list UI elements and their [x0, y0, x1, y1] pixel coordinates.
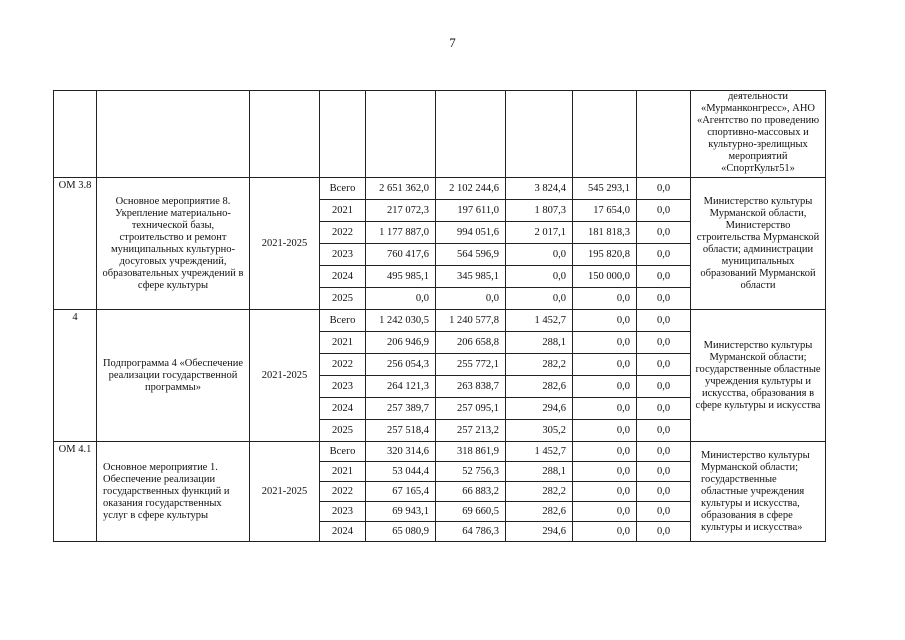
year-cell: 2022 — [320, 222, 366, 244]
empty-cell — [436, 91, 506, 178]
value-cell: 0,0 — [637, 398, 691, 420]
value-cell: 257 095,1 — [436, 398, 506, 420]
value-cell: 197 611,0 — [436, 200, 506, 222]
year-cell: 2023 — [320, 376, 366, 398]
total-cell: 1 242 030,5 — [366, 310, 436, 332]
year-cell: 2024 — [320, 266, 366, 288]
value-cell: 0,0 — [573, 376, 637, 398]
value-cell: 0,0 — [637, 522, 691, 542]
value-cell: 2 102 244,6 — [436, 178, 506, 200]
value-cell: 0,0 — [573, 462, 637, 482]
total-cell: 206 946,9 — [366, 332, 436, 354]
year-cell: 2021 — [320, 200, 366, 222]
executor-cell: Министерство культуры Мурманской области; государственные областные учреждения культуры и искусства, образования в сфере культуры и искусства — [691, 310, 826, 442]
year-cell: 2025 — [320, 420, 366, 442]
year-cell: 2021 — [320, 462, 366, 482]
empty-cell — [250, 91, 320, 178]
total-cell: 320 314,6 — [366, 442, 436, 462]
total-cell: 257 389,7 — [366, 398, 436, 420]
value-cell: 0,0 — [506, 244, 573, 266]
value-cell: 0,0 — [573, 332, 637, 354]
table-row — [54, 442, 826, 462]
value-cell: 0,0 — [573, 502, 637, 522]
name-cell: Основное мероприятие 1. Обеспечение реализации государственных функций и оказания государственных услуг в сфере культуры — [97, 442, 250, 542]
value-cell: 0,0 — [573, 522, 637, 542]
value-cell: 206 658,8 — [436, 332, 506, 354]
year-cell: 2024 — [320, 522, 366, 542]
value-cell: 0,0 — [637, 310, 691, 332]
value-cell: 345 985,1 — [436, 266, 506, 288]
value-cell: 181 818,3 — [573, 222, 637, 244]
total-cell: 257 518,4 — [366, 420, 436, 442]
total-cell: 0,0 — [366, 288, 436, 310]
year-cell: 2024 — [320, 398, 366, 420]
code-cell: 4 — [54, 310, 97, 442]
value-cell: 318 861,9 — [436, 442, 506, 462]
value-cell: 994 051,6 — [436, 222, 506, 244]
value-cell: 0,0 — [637, 442, 691, 462]
value-cell: 0,0 — [637, 288, 691, 310]
value-cell: 0,0 — [637, 332, 691, 354]
value-cell: 0,0 — [637, 482, 691, 502]
executor-cell: Министерство культуры Мурманской области, Министерство строительства Мурманской области; администрации муниципальных образований Мурманской области — [691, 178, 826, 310]
name-cell: Подпрограмма 4 «Обеспечение реализации государственной программы» — [97, 310, 250, 442]
value-cell: 288,1 — [506, 462, 573, 482]
table-row — [54, 178, 826, 200]
value-cell: 282,2 — [506, 354, 573, 376]
name-cell: Основное мероприятие 8. Укрепление материально-технической базы, строительство и ремонт муниципальных культурно-досуговых учреждений, образовательных учреждений в сфере культуры — [97, 178, 250, 310]
value-cell: 0,0 — [637, 420, 691, 442]
value-cell: 0,0 — [637, 376, 691, 398]
period-cell: 2021-2025 — [250, 442, 320, 542]
value-cell: 0,0 — [637, 354, 691, 376]
budget-table — [53, 90, 826, 542]
year-cell: 2023 — [320, 244, 366, 266]
value-cell: 0,0 — [637, 178, 691, 200]
value-cell: 150 000,0 — [573, 266, 637, 288]
value-cell: 1 452,7 — [506, 442, 573, 462]
value-cell: 0,0 — [637, 462, 691, 482]
total-cell: 1 177 887,0 — [366, 222, 436, 244]
value-cell: 255 772,1 — [436, 354, 506, 376]
value-cell: 257 213,2 — [436, 420, 506, 442]
empty-cell — [97, 91, 250, 178]
year-cell: Всего — [320, 310, 366, 332]
page-number: 7 — [449, 35, 456, 50]
executor-cell: Министерство культуры Мурманской области; государственные областные учреждения культуры и искусства, образования в сфере культуры и искусства» — [691, 442, 826, 542]
total-cell: 760 417,6 — [366, 244, 436, 266]
value-cell: 0,0 — [573, 288, 637, 310]
period-cell: 2021-2025 — [250, 310, 320, 442]
code-cell: ОМ 3.8 — [54, 178, 97, 310]
value-cell: 0,0 — [573, 420, 637, 442]
value-cell: 1 240 577,8 — [436, 310, 506, 332]
total-cell: 69 943,1 — [366, 502, 436, 522]
value-cell: 2 017,1 — [506, 222, 573, 244]
total-cell: 256 054,3 — [366, 354, 436, 376]
table-row — [54, 91, 826, 178]
value-cell: 17 654,0 — [573, 200, 637, 222]
empty-cell — [366, 91, 436, 178]
value-cell: 0,0 — [573, 398, 637, 420]
value-cell: 0,0 — [637, 266, 691, 288]
value-cell: 64 786,3 — [436, 522, 506, 542]
value-cell: 69 660,5 — [436, 502, 506, 522]
value-cell: 263 838,7 — [436, 376, 506, 398]
empty-cell — [637, 91, 691, 178]
total-cell: 53 044,4 — [366, 462, 436, 482]
value-cell: 0,0 — [573, 482, 637, 502]
table-row — [54, 310, 826, 332]
value-cell: 305,2 — [506, 420, 573, 442]
value-cell: 294,6 — [506, 398, 573, 420]
period-cell: 2021-2025 — [250, 178, 320, 310]
value-cell: 0,0 — [637, 502, 691, 522]
total-cell: 217 072,3 — [366, 200, 436, 222]
value-cell: 0,0 — [506, 266, 573, 288]
value-cell: 3 824,4 — [506, 178, 573, 200]
total-cell: 67 165,4 — [366, 482, 436, 502]
year-cell: 2025 — [320, 288, 366, 310]
total-cell: 65 080,9 — [366, 522, 436, 542]
value-cell: 66 883,2 — [436, 482, 506, 502]
year-cell: Всего — [320, 442, 366, 462]
empty-cell — [320, 91, 366, 178]
value-cell: 282,2 — [506, 482, 573, 502]
value-cell: 288,1 — [506, 332, 573, 354]
value-cell: 282,6 — [506, 376, 573, 398]
value-cell: 0,0 — [637, 200, 691, 222]
value-cell: 0,0 — [573, 354, 637, 376]
total-cell: 495 985,1 — [366, 266, 436, 288]
value-cell: 1 807,3 — [506, 200, 573, 222]
empty-cell — [573, 91, 637, 178]
value-cell: 0,0 — [506, 288, 573, 310]
year-cell: 2022 — [320, 482, 366, 502]
value-cell: 282,6 — [506, 502, 573, 522]
year-cell: 2021 — [320, 332, 366, 354]
total-cell: 264 121,3 — [366, 376, 436, 398]
empty-cell — [506, 91, 573, 178]
total-cell: 2 651 362,0 — [366, 178, 436, 200]
value-cell: 195 820,8 — [573, 244, 637, 266]
value-cell: 52 756,3 — [436, 462, 506, 482]
year-cell: Всего — [320, 178, 366, 200]
value-cell: 1 452,7 — [506, 310, 573, 332]
year-cell: 2022 — [320, 354, 366, 376]
value-cell: 564 596,9 — [436, 244, 506, 266]
code-cell: ОМ 4.1 — [54, 442, 97, 542]
year-cell: 2023 — [320, 502, 366, 522]
value-cell: 0,0 — [573, 310, 637, 332]
executor-cell: деятельности «Мурманконгресс», АНО «Агентство по проведению спортивно-массовых и культурно-зрелищных мероприятий «СпортКульт51» — [691, 91, 826, 178]
value-cell: 0,0 — [436, 288, 506, 310]
empty-cell — [54, 91, 97, 178]
value-cell: 294,6 — [506, 522, 573, 542]
value-cell: 0,0 — [573, 442, 637, 462]
value-cell: 0,0 — [637, 244, 691, 266]
value-cell: 0,0 — [637, 222, 691, 244]
value-cell: 545 293,1 — [573, 178, 637, 200]
